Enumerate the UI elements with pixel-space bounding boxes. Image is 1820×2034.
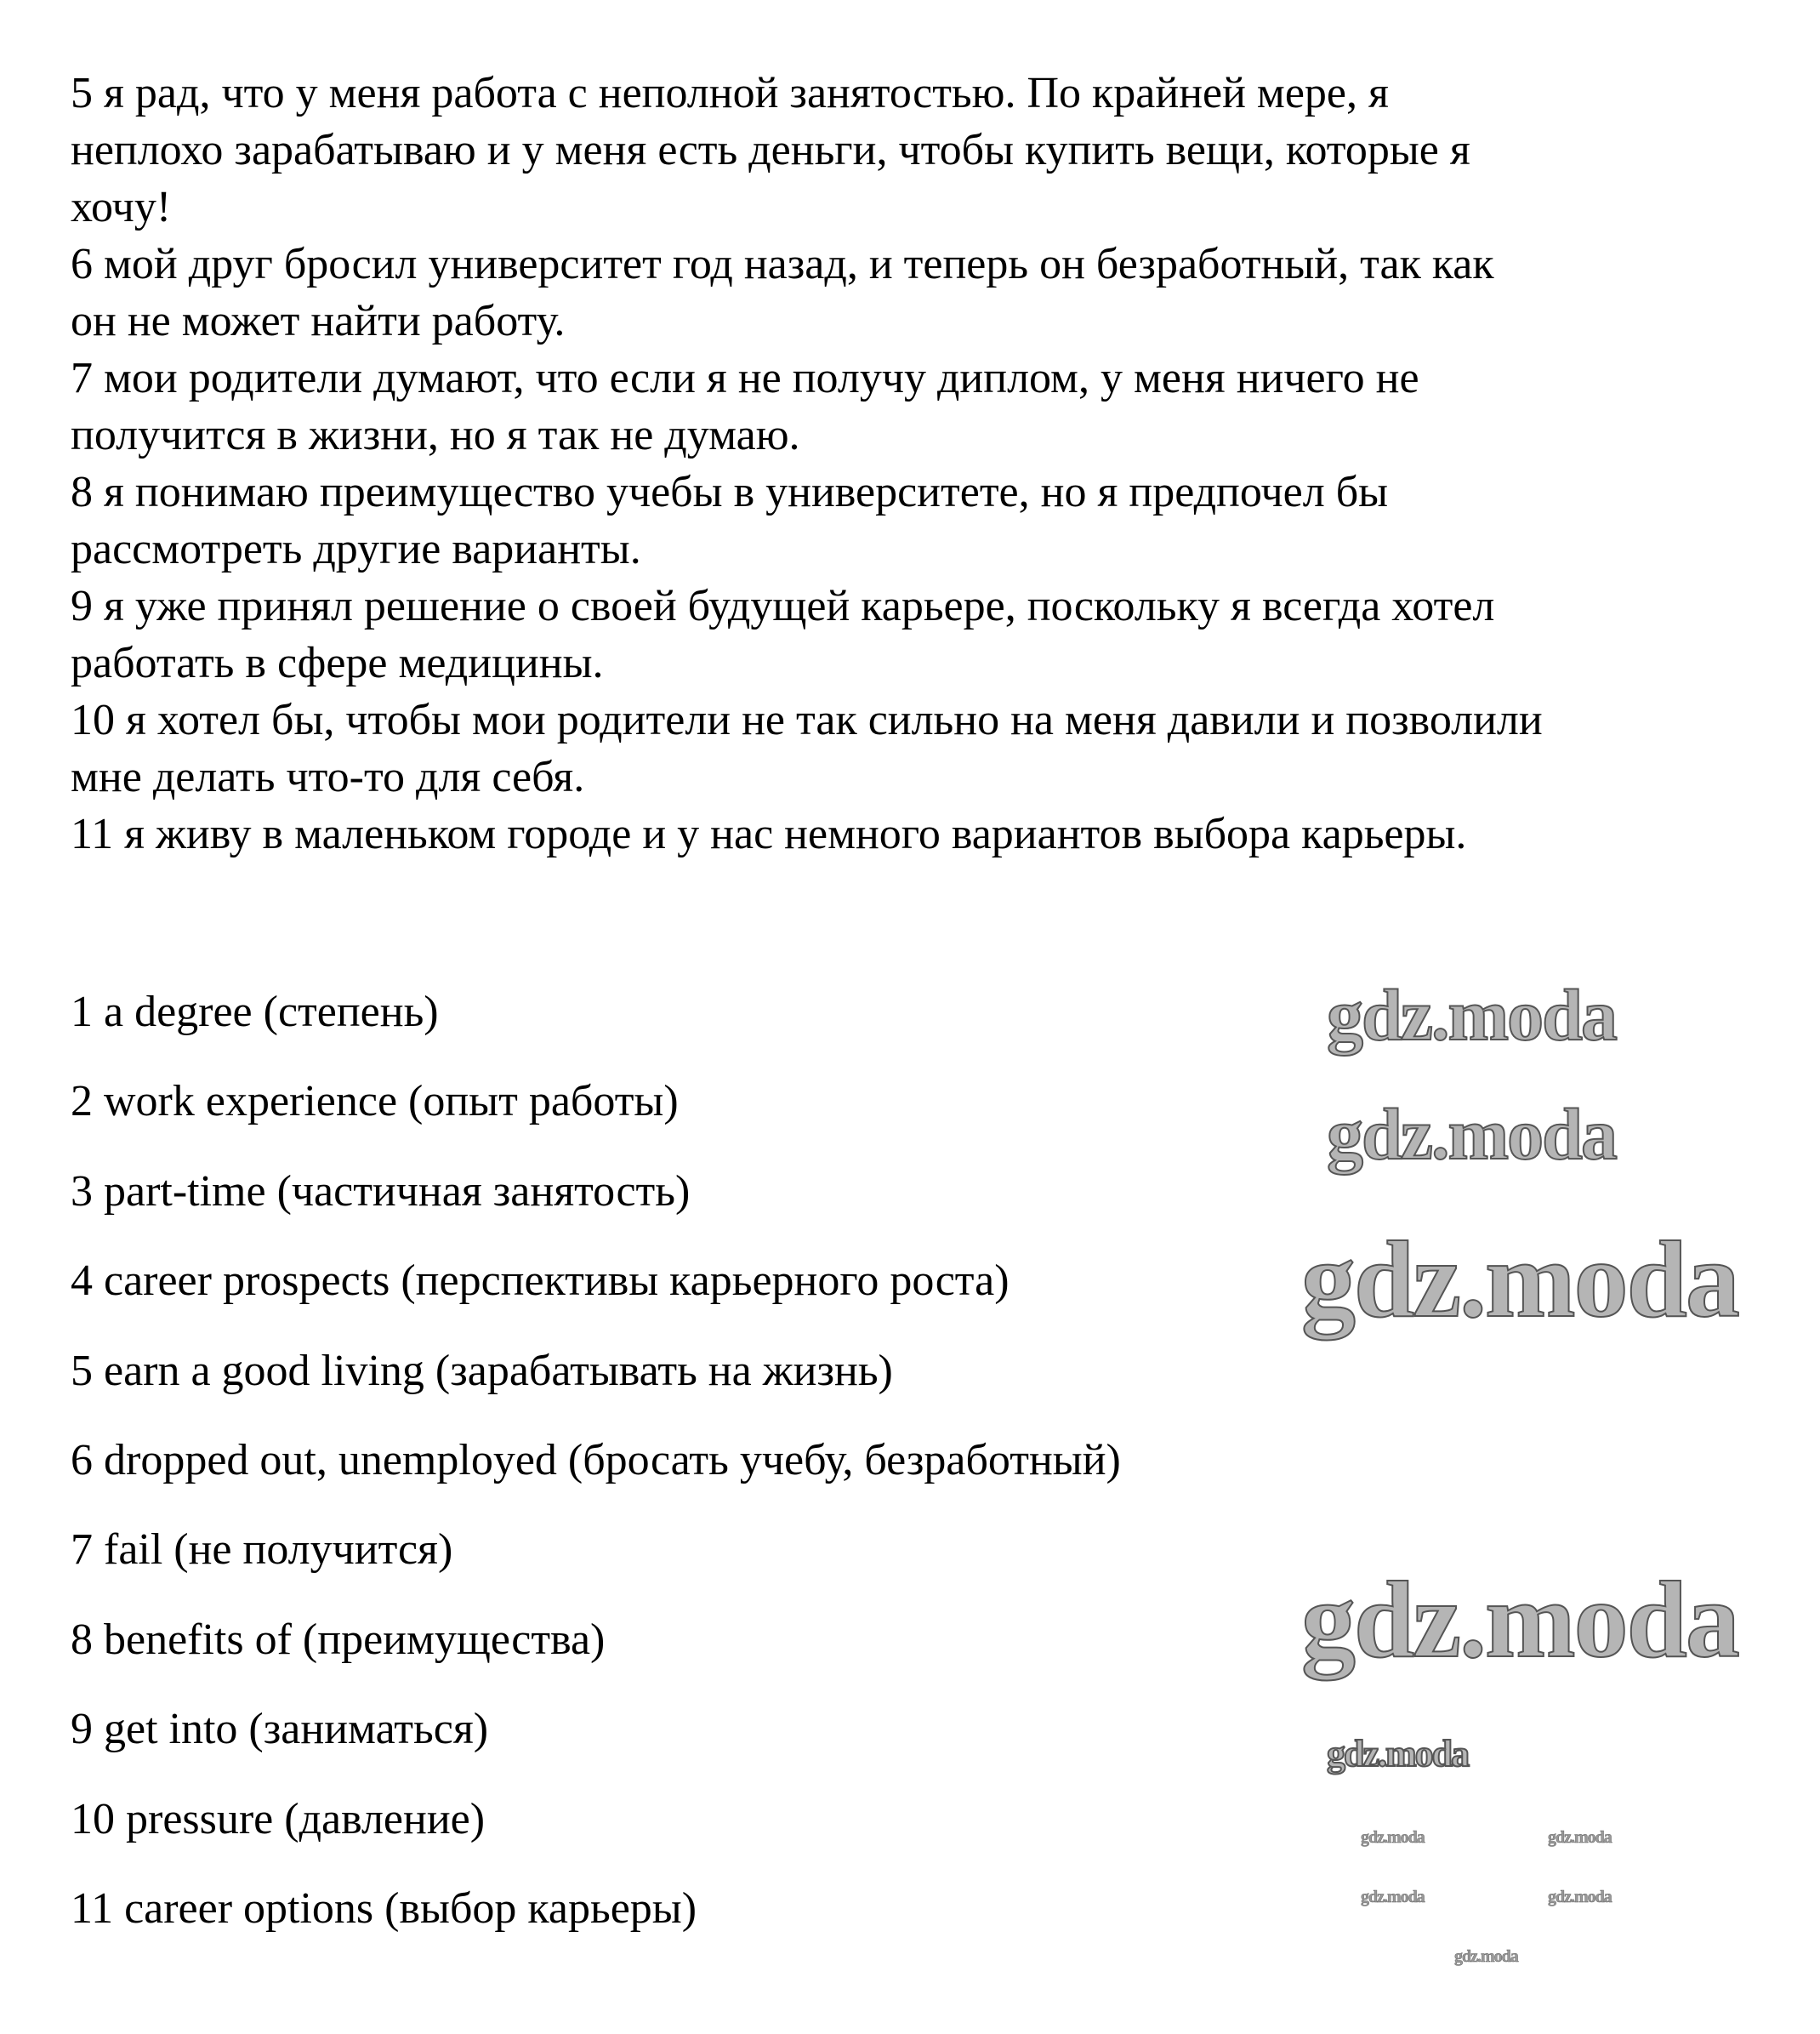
watermark: gdz.moda — [1454, 1947, 1518, 1966]
watermark: gdz.moda — [1327, 1093, 1616, 1175]
watermark: gdz.moda — [1361, 1828, 1425, 1847]
answer-item: 6 dropped out, unemployed (бросать учебу, безработный) — [71, 1435, 1121, 1484]
translation-line: работать в сфере медицины. — [71, 639, 604, 687]
watermark: gdz.moda — [1301, 1559, 1738, 1680]
translation-line: 5 я рад, что у меня работа с неполной занятостью. По крайней мере, я — [71, 69, 1389, 117]
answer-item: 2 work experience (опыт работы) — [71, 1077, 679, 1126]
translation-line: 7 мои родители думают, что если я не получу диплом, у меня ничего не — [71, 354, 1419, 402]
translation-line: 10 я хотел бы, чтобы мои родители не так сильно на меня давили и позволили — [71, 696, 1543, 744]
watermark: gdz.moda — [1301, 1219, 1738, 1340]
watermark: gdz.moda — [1327, 1733, 1469, 1775]
translation-line: неплохо зарабатываю и у меня есть деньги, чтобы купить вещи, которые я — [71, 126, 1470, 174]
translation-line: 8 я понимаю преимущество учебы в университете, но я предпочел бы — [71, 468, 1389, 516]
answer-item: 4 career prospects (перспективы карьерного роста) — [71, 1256, 1010, 1306]
answer-item: 9 get into (заниматься) — [71, 1705, 489, 1754]
answer-item: 5 earn a good living (зарабатывать на жизнь) — [71, 1346, 893, 1395]
translation-paragraph — [71, 65, 1543, 863]
watermark: gdz.moda — [1548, 1828, 1612, 1847]
answer-item: 10 pressure (давление) — [71, 1794, 486, 1843]
translation-line: рассмотреть другие варианты. — [71, 525, 641, 573]
translation-line: он не может найти работу. — [71, 297, 566, 345]
answer-list — [71, 967, 1121, 1953]
translation-line: получится в жизни, но я так не думаю. — [71, 411, 800, 459]
answer-item: 3 part-time (частичная занятость) — [71, 1166, 691, 1216]
answer-item: 7 fail (не получится) — [71, 1525, 453, 1575]
translation-line: 11 я живу в маленьком городе и у нас немного вариантов выбора карьеры. — [71, 810, 1467, 858]
translation-line: мне делать что-то для себя. — [71, 753, 585, 801]
answer-item: 11 career options (выбор карьеры) — [71, 1883, 697, 1933]
watermark: gdz.moda — [1327, 974, 1616, 1056]
translation-line: хочу! — [71, 183, 172, 231]
answer-item: 1 a degree (степень) — [71, 988, 439, 1036]
answer-item: 8 benefits of (преимущества) — [71, 1615, 606, 1664]
watermark: gdz.moda — [1361, 1888, 1425, 1906]
translation-line: 9 я уже принял решение о своей будущей карьере, поскольку я всегда хотел — [71, 582, 1495, 630]
translation-line: 6 мой друг бросил университет год назад, и теперь он безработный, так как — [71, 240, 1494, 288]
watermark: gdz.moda — [1548, 1888, 1612, 1906]
